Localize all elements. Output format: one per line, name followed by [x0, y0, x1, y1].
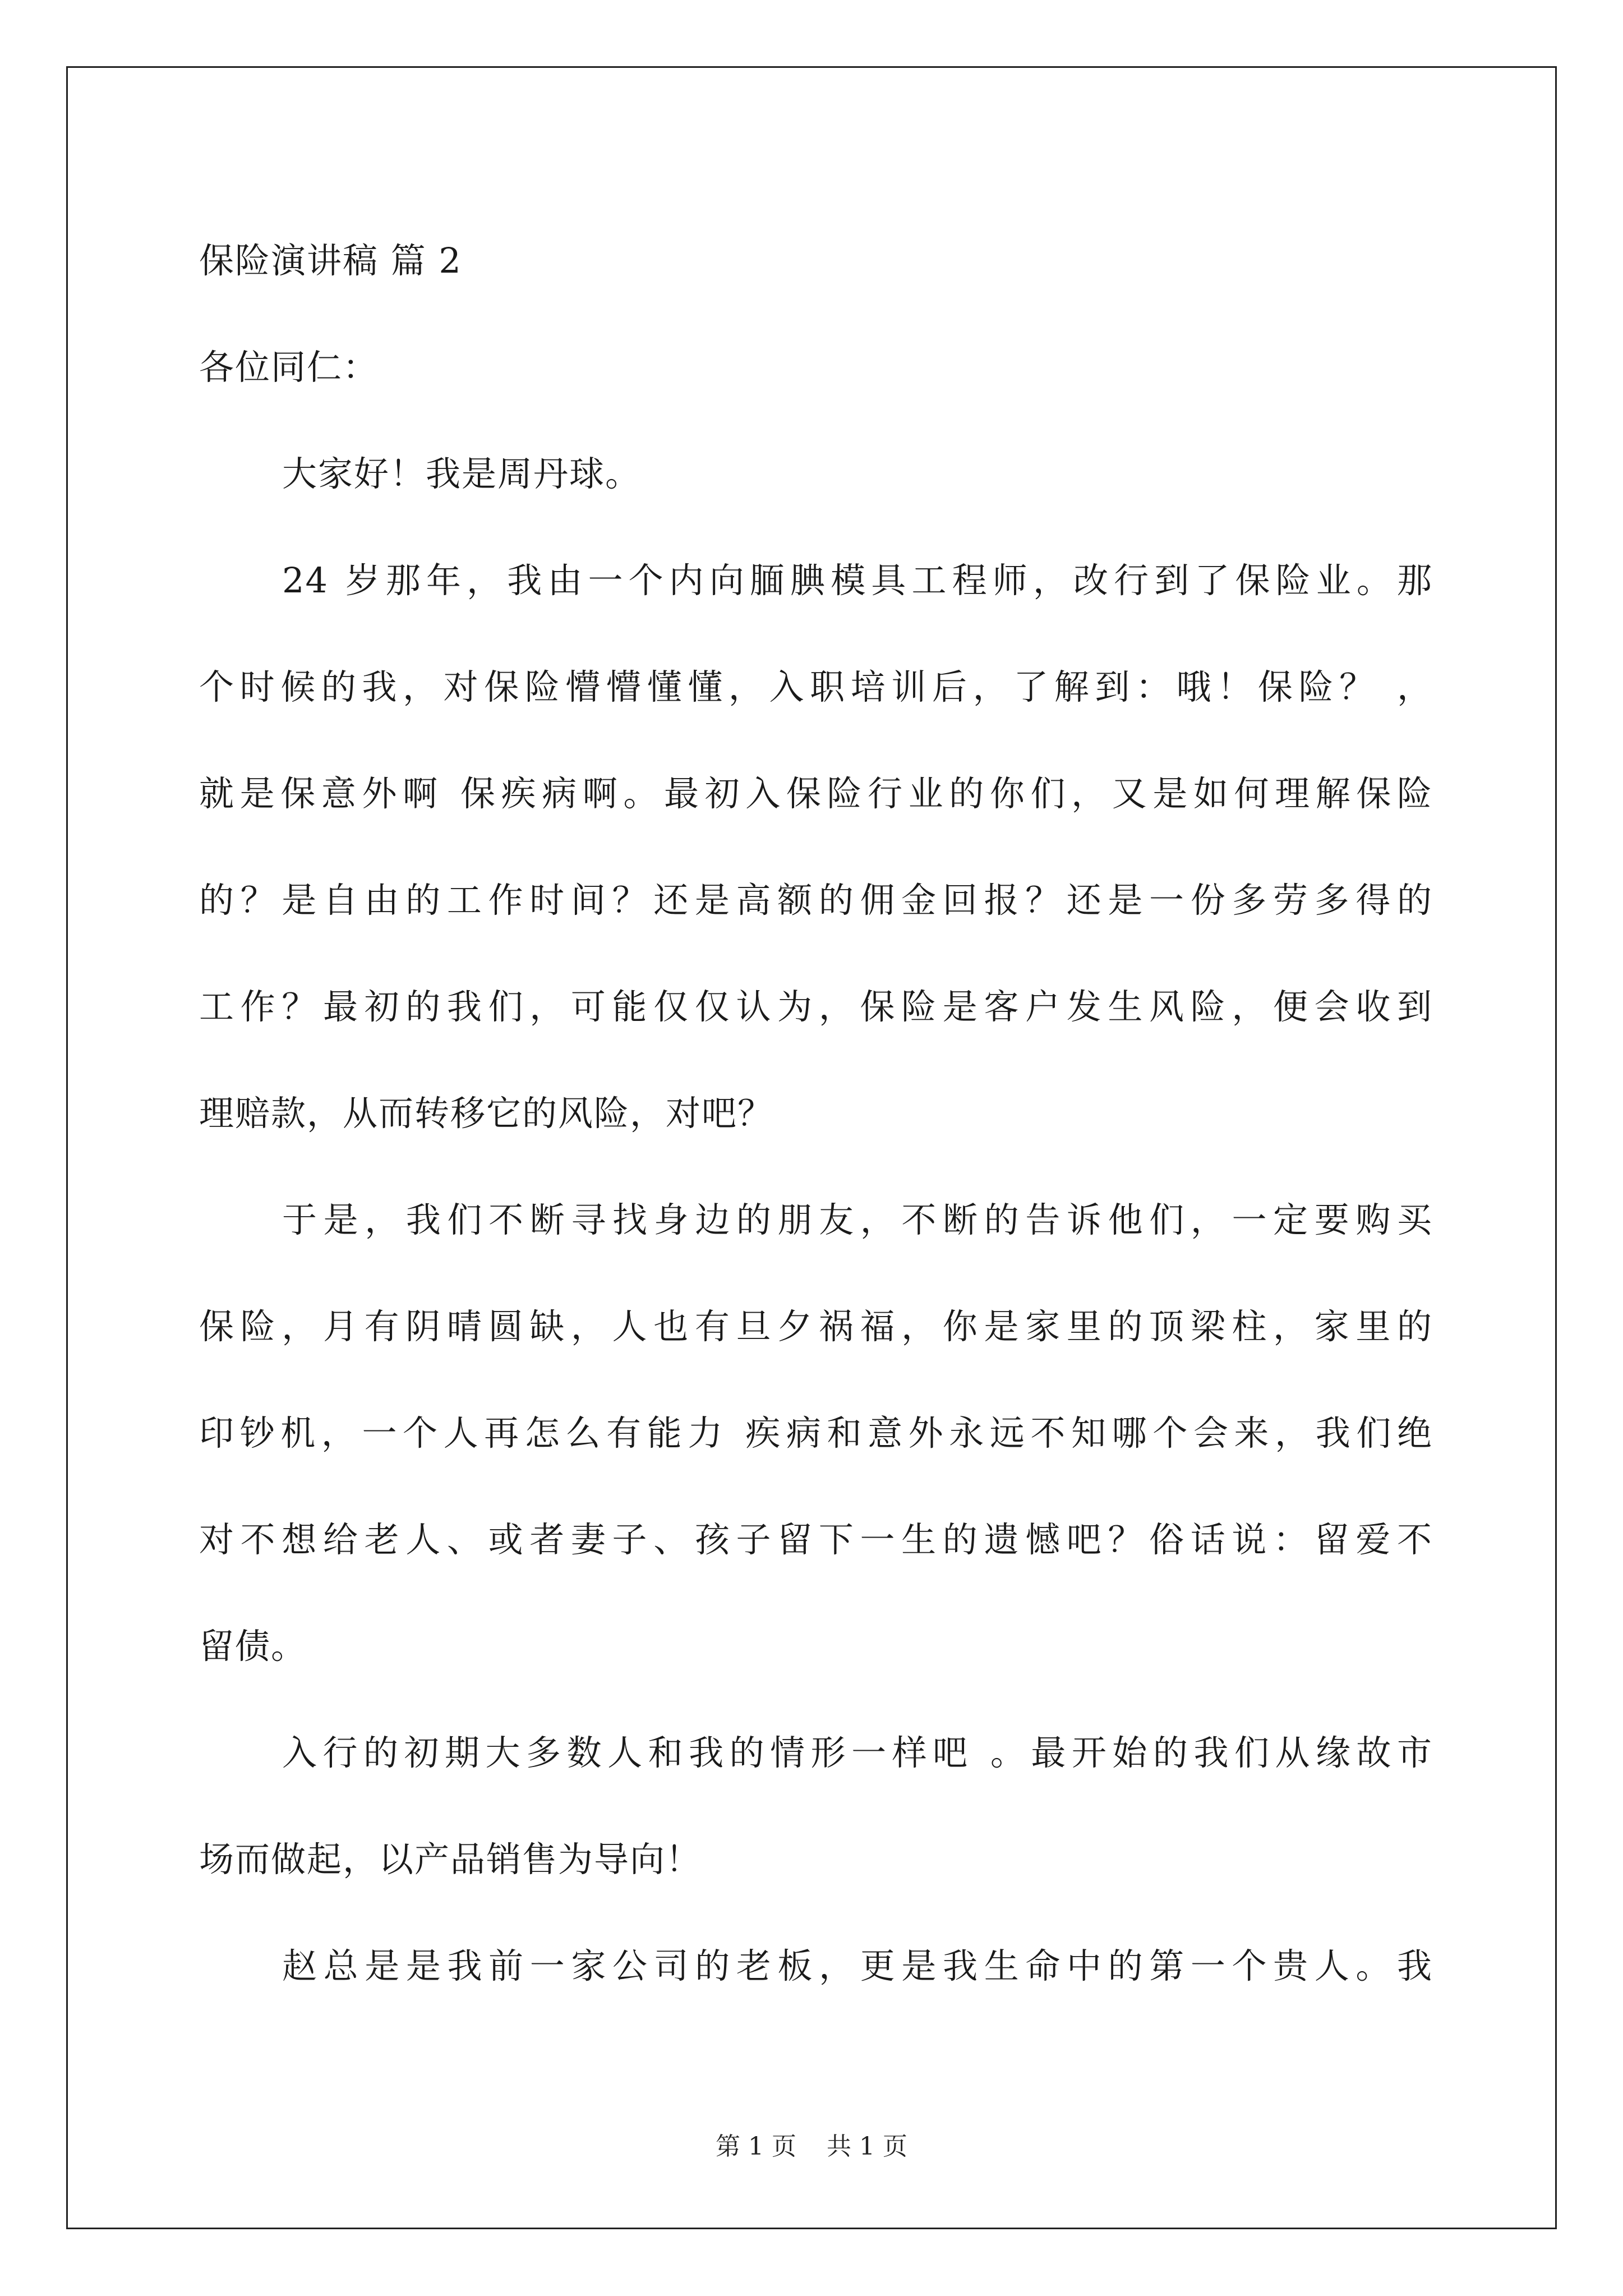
page-footer [0, 2126, 1623, 2162]
page-number: 第 1 页 [716, 2132, 796, 2161]
text-line: 保险，月有阴晴圆缺，人也有旦夕祸福，你是家里的顶梁柱，家里的 [199, 1306, 1433, 1347]
text-line: 场而做起，以产品销售为导向！ [199, 1839, 702, 1880]
text-line: 的？是自由的工作时间？还是高额的佣金回报？还是一份多劳多得的 [199, 880, 1433, 921]
text-line: 个时候的我，对保险懵懵懂懂，入职培训后，了解到：哦！保险？ ， [199, 666, 1433, 707]
salutation: 各位同仁： [199, 347, 379, 388]
text-line: 工作？最初的我们，可能仅仅认为，保险是客户发生风险，便会收到 [199, 986, 1433, 1027]
text-line: 于是，我们不断寻找身边的朋友，不断的告诉他们，一定要购买 [282, 1199, 1433, 1240]
text-line: 24 岁那年，我由一个内向腼腆模具工程师，改行到了保险业。那 [282, 560, 1433, 601]
text-line: 理赔款，从而转移它的风险，对吧？ [199, 1093, 774, 1134]
text-line: 就是保意外啊 保疾病啊。最初入保险行业的你们，又是如何理解保险 [199, 773, 1433, 814]
text-line: 印钞机，一个人再怎么有能力 疾病和意外永远不知哪个会来，我们绝 [199, 1412, 1433, 1453]
page-total: 共 1 页 [827, 2132, 907, 2161]
text-line: 大家好！我是周丹球。 [282, 453, 642, 494]
document-body [199, 208, 1433, 2019]
text-line: 留债。 [199, 1626, 307, 1667]
document-title: 保险演讲稿 篇 2 [199, 240, 462, 281]
text-line: 对不想给老人、或者妻子、孩子留下一生的遗憾吧？俗话说：留爱不 [199, 1519, 1433, 1560]
text-line: 入行的初期大多数人和我的情形一样吧 。最开始的我们从缘故市 [282, 1732, 1433, 1773]
text-line: 赵总是是我前一家公司的老板，更是我生命中的第一个贵人。我 [282, 1945, 1433, 1986]
